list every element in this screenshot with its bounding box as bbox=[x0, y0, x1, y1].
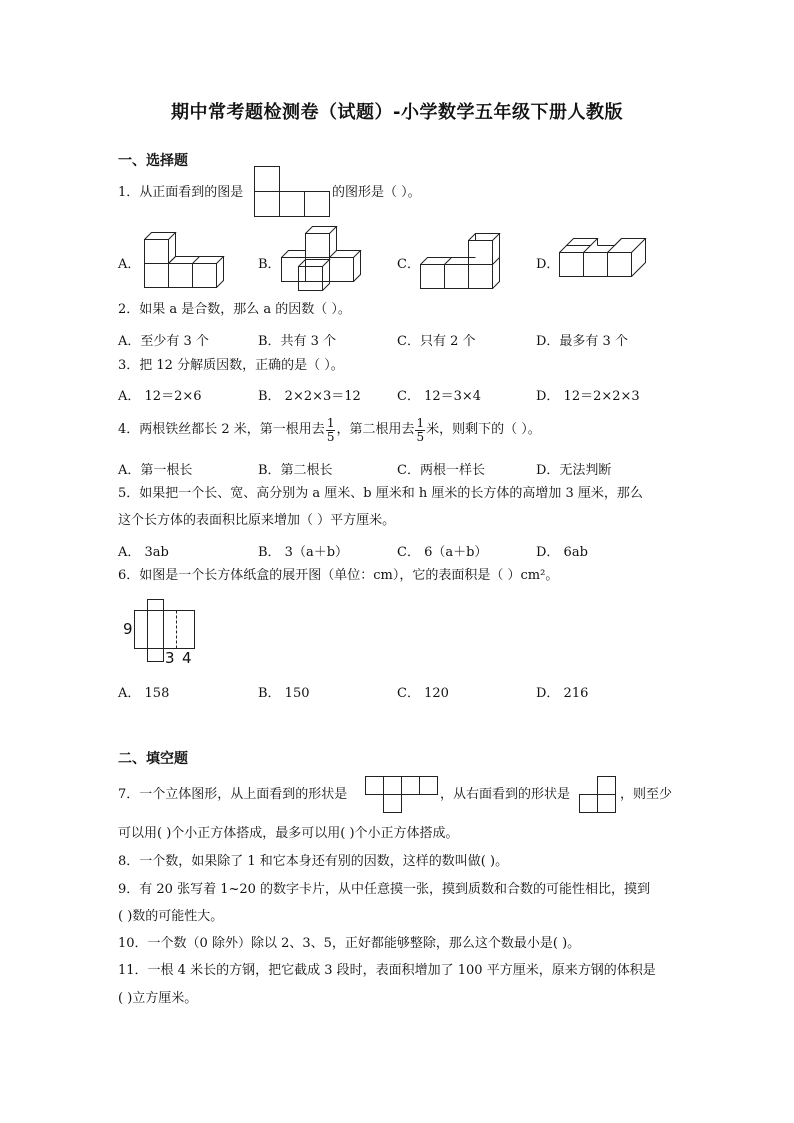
q3-option-d[interactable]: D． 12＝2×2×3 bbox=[536, 389, 640, 404]
question-9-line-1: 9．有 20 张写着 1~20 的数字卡片，从中任意摸一张，摸到质数和合数的可能性相比，摸到 bbox=[118, 882, 651, 897]
q6-label-width: 3 bbox=[165, 649, 175, 667]
q7-right-view-figure bbox=[579, 776, 619, 814]
q1-option-b[interactable]: B． bbox=[258, 257, 281, 272]
q2-option-b[interactable]: B．共有 3 个 bbox=[258, 334, 337, 349]
q4-text-part1: 4．两根铁丝都长 2 米，第一根用去 bbox=[118, 422, 325, 437]
q4-option-a[interactable]: A．第一根长 bbox=[118, 463, 193, 478]
question-5-line-2: 这个长方体的表面积比原来增加（ ）平方厘米。 bbox=[118, 513, 396, 528]
q3-option-c[interactable]: C． 12＝3×4 bbox=[397, 389, 482, 404]
q4-text-part3: 米，则剩下的（ ）。 bbox=[426, 422, 541, 437]
question-4 bbox=[118, 412, 541, 448]
section-heading-choice: 一、选择题 bbox=[118, 153, 188, 169]
q4-text-part2: ，第二根用去 bbox=[336, 422, 415, 437]
q2-option-a[interactable]: A．至少有 3 个 bbox=[118, 334, 209, 349]
q5-option-b[interactable]: B． 3（a＋b） bbox=[258, 545, 349, 560]
q4-option-c[interactable]: C．两根一样长 bbox=[397, 463, 485, 478]
q1-option-c-figure bbox=[420, 226, 512, 294]
q4-option-b[interactable]: B．第二根长 bbox=[258, 463, 333, 478]
q6-option-b[interactable]: B． 150 bbox=[258, 686, 310, 701]
question-10: 10．一个数（0 除外）除以 2、3、5，正好都能够整除，那么这个数最小是( )。 bbox=[118, 936, 581, 951]
question-11-line-2: ( )立方厘米。 bbox=[118, 991, 198, 1006]
question-1-suffix: 的图形是（ ）。 bbox=[332, 185, 421, 200]
question-5-line-1: 5．如果把一个长、宽、高分别为 a 厘米、b 厘米和 h 厘米的长方体的高增加 3 厘米，那么 bbox=[118, 486, 643, 501]
q5-option-d[interactable]: D． 6ab bbox=[536, 545, 588, 560]
q2-option-d[interactable]: D．最多有 3 个 bbox=[536, 334, 628, 349]
page-title: 期中常考题检测卷（试题）-小学数学五年级下册人教版 bbox=[171, 102, 623, 123]
q4-fraction-2: $\frac{1}{5}$ bbox=[416, 415, 425, 444]
q3-option-b[interactable]: B． 2×2×3＝12 bbox=[258, 389, 361, 404]
q6-label-height: 9 bbox=[123, 620, 133, 638]
q4-fraction-1: $\frac{1}{5}$ bbox=[326, 415, 335, 444]
q5-option-c[interactable]: C． 6（a＋b） bbox=[397, 545, 488, 560]
q6-option-d[interactable]: D． 216 bbox=[536, 686, 589, 701]
question-7-middle: ，从右面看到的形状是 bbox=[440, 787, 571, 802]
q1-option-d[interactable]: D． bbox=[536, 257, 560, 272]
question-8: 8．一个数，如果除了 1 和它本身还有别的因数，这样的数叫做( )。 bbox=[118, 854, 509, 869]
q3-option-a[interactable]: A． 12＝2×6 bbox=[118, 389, 202, 404]
q1-front-view-figure bbox=[254, 166, 332, 218]
q1-option-d-figure bbox=[559, 238, 651, 282]
q5-option-a[interactable]: A． 3ab bbox=[118, 545, 169, 560]
question-3: 3．把 12 分解质因数，正确的是（ ）。 bbox=[118, 358, 344, 373]
question-2: 2．如果 a 是合数，那么 a 的因数（ ）。 bbox=[118, 302, 351, 317]
q6-label-length: 4 bbox=[182, 649, 192, 667]
section-heading-fill-blank: 二、填空题 bbox=[118, 751, 188, 767]
question-11-line-1: 11．一根 4 米长的方钢，把它截成 3 段时，表面积增加了 100 平方厘米，原来方钢的体积是 bbox=[118, 963, 656, 978]
q7-top-view-figure bbox=[365, 776, 439, 814]
q1-option-a-figure bbox=[144, 232, 236, 292]
q2-option-c[interactable]: C．只有 2 个 bbox=[397, 334, 476, 349]
q1-option-a[interactable]: A． bbox=[118, 257, 141, 272]
question-7-prefix: 7．一个立体图形，从上面看到的形状是 bbox=[118, 787, 348, 802]
q4-option-d[interactable]: D．无法判断 bbox=[536, 463, 612, 478]
q6-option-c[interactable]: C． 120 bbox=[397, 686, 449, 701]
question-1-prefix: 1．从正面看到的图是 bbox=[118, 185, 244, 200]
question-6: 6．如图是一个长方体纸盒的展开图（单位：cm），它的表面积是（ ）cm²。 bbox=[118, 568, 559, 583]
q1-option-c[interactable]: C． bbox=[397, 257, 420, 272]
q1-option-b-figure bbox=[280, 226, 370, 294]
question-9-line-2: ( )数的可能性大。 bbox=[118, 909, 224, 924]
question-7-suffix: ，则至少 bbox=[620, 787, 673, 802]
q6-option-a[interactable]: A． 158 bbox=[118, 686, 170, 701]
question-7-line-2: 可以用( )个小正方体搭成，最多可以用( )个小正方体搭成。 bbox=[118, 826, 459, 841]
